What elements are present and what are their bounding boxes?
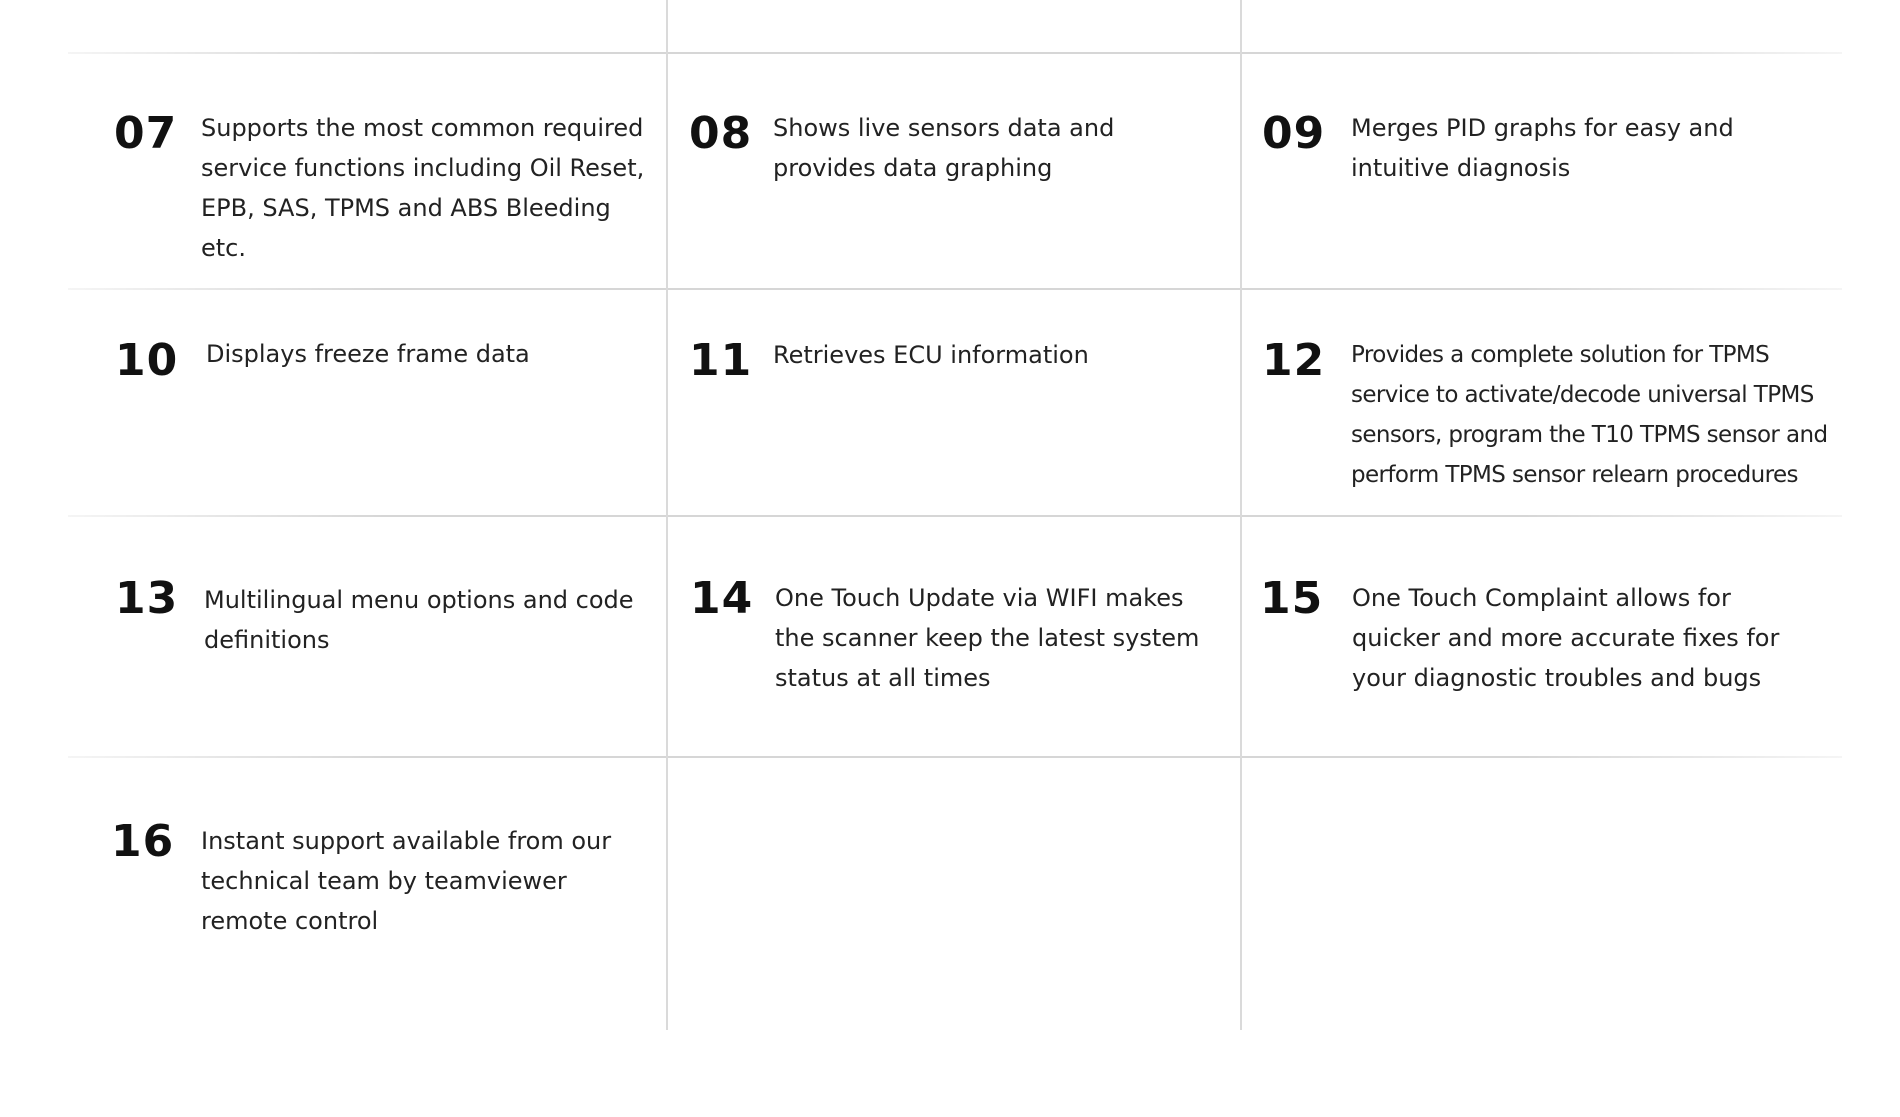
feature-description: Instant support available from our technical team by teamviewer remote control: [201, 827, 612, 935]
row-divider: [68, 52, 1842, 54]
feature-description: One Touch Update via WIFI makes the scanner keep the latest system status at all times: [775, 584, 1200, 692]
feature-number: 16: [111, 816, 175, 867]
feature-number: 13: [115, 573, 179, 624]
row-divider: [68, 288, 1842, 290]
feature-number: 12: [1262, 335, 1326, 386]
feature-description: Provides a complete solution for TPMS service to activate/decode universal TPMS sensors, program the T10 TPMS sensor and perform TPMS sensor relearn procedures: [1351, 342, 1828, 488]
row-divider: [68, 515, 1842, 517]
feature-description: Displays freeze frame data: [206, 340, 530, 368]
feature-description: Multilingual menu options and code definitions: [204, 586, 634, 654]
feature-number: 08: [689, 108, 753, 159]
feature-description: Merges PID graphs for easy and intuitive diagnosis: [1351, 114, 1734, 182]
row-divider: [68, 756, 1842, 758]
feature-number: 14: [690, 573, 754, 624]
feature-description: Retrieves ECU information: [773, 341, 1089, 369]
feature-number: 09: [1262, 108, 1326, 159]
column-divider: [1240, 0, 1242, 1030]
feature-description: Shows live sensors data and provides data graphing: [773, 114, 1115, 182]
column-divider: [666, 0, 668, 1030]
feature-description: One Touch Complaint allows for quicker and more accurate fixes for your diagnostic troubles and bugs: [1352, 584, 1780, 692]
feature-number: 10: [115, 335, 179, 386]
feature-number: 11: [689, 335, 753, 386]
feature-number: 07: [114, 108, 178, 159]
feature-description: Supports the most common required service functions including Oil Reset, EPB, SAS, TPMS and ABS Bleeding etc.: [201, 114, 645, 262]
feature-number: 15: [1260, 573, 1324, 624]
